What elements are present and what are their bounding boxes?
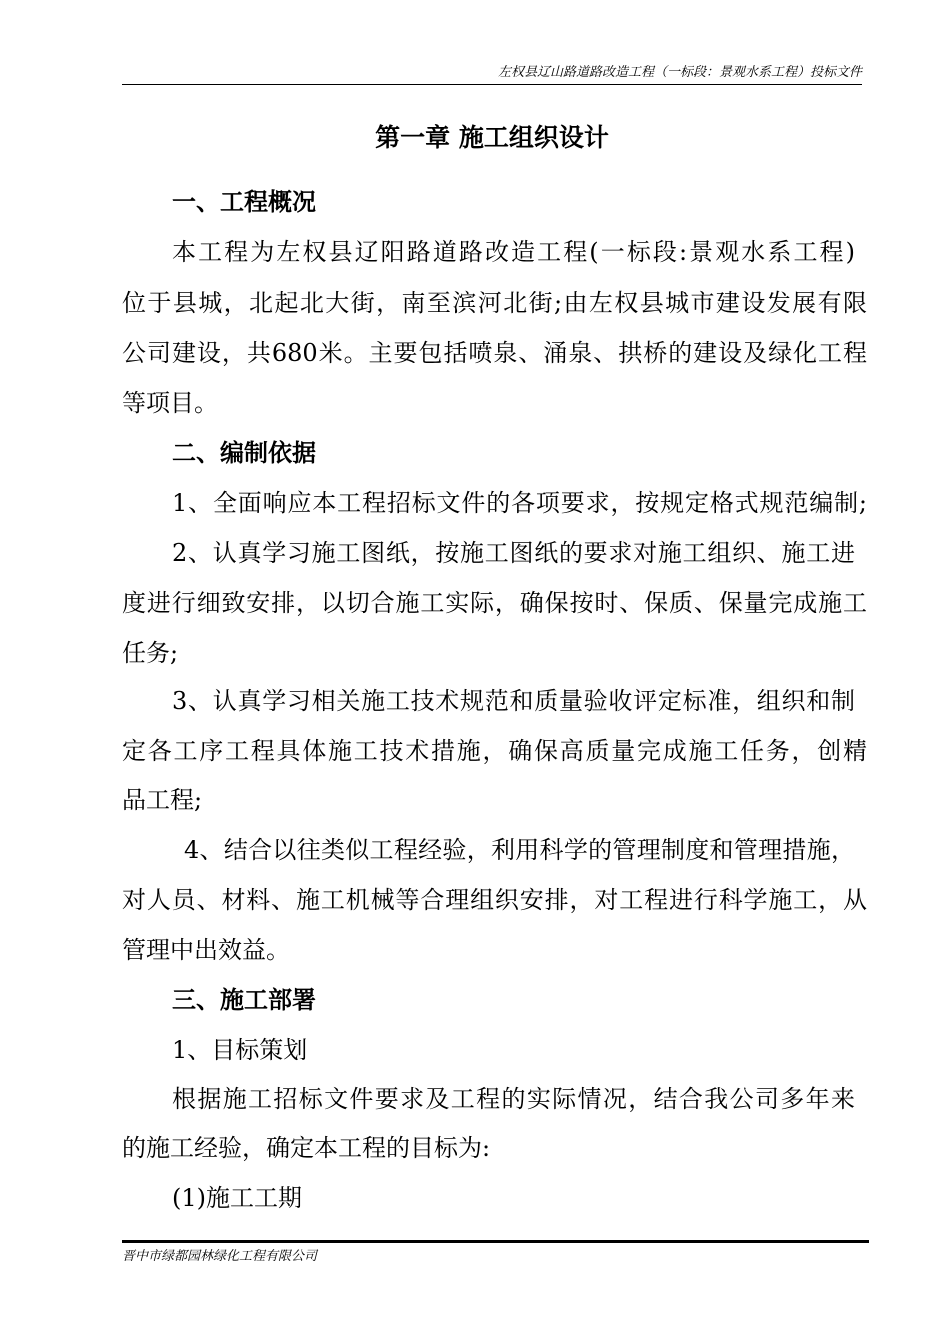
basis-item4-line-2: 对人员、材料、施工机械等合理组织安排，对工程进行科学施工，从 xyxy=(122,886,867,914)
basis-item2-line-3: 任务; xyxy=(122,639,179,667)
section-heading-basis: 二、编制依据 xyxy=(172,438,316,467)
basis-item2-line-2: 度进行细致安排，以切合施工实际，确保按时、保质、保量完成施工 xyxy=(122,589,867,617)
deployment-line-1: 根据施工招标文件要求及工程的实际情况，结合我公司多年来 xyxy=(172,1085,855,1113)
document-header: 左权县辽山路道路改造工程（一标段：景观水系工程）投标文件 xyxy=(497,65,862,80)
chapter-title: 第一章 施工组织设计 xyxy=(375,123,609,152)
basis-item4-line-1: 4、结合以往类似工程经验，利用科学的管理制度和管理措施， xyxy=(184,836,855,864)
overview-line-2: 位于县城，北起北大街，南至滨河北街;由左权县城市建设发展有限 xyxy=(122,289,867,317)
overview-line-1: 本工程为左权县辽阳路道路改造工程(一标段:景观水系工程) xyxy=(172,238,855,266)
basis-item2-line-1: 2、认真学习施工图纸，按施工图纸的要求对施工组织、施工进 xyxy=(172,539,855,567)
basis-item4-line-3: 管理中出效益。 xyxy=(122,936,290,964)
document-footer: 晋中市绿都园林绿化工程有限公司 xyxy=(122,1249,318,1264)
overview-line-3: 公司建设，共680米。主要包括喷泉、涌泉、拱桥的建设及绿化工程 xyxy=(122,339,867,367)
deployment-sub-target-planning: 1、目标策划 xyxy=(172,1036,308,1064)
overview-line-4: 等项目。 xyxy=(122,389,218,417)
basis-item3-line-3: 品工程; xyxy=(122,786,203,814)
basis-item3-line-2: 定各工序工程具体施工技术措施，确保高质量完成施工任务，创精 xyxy=(122,737,867,765)
section-heading-overview: 一、工程概况 xyxy=(172,187,316,216)
basis-item3-line-1: 3、认真学习相关施工技术规范和质量验收评定标准，组织和制 xyxy=(172,687,855,715)
basis-item1-line-1: 1、全面响应本工程招标文件的各项要求，按规定格式规范编制; xyxy=(172,489,867,517)
footer-divider xyxy=(122,1240,869,1243)
deployment-line-2: 的施工经验，确定本工程的目标为: xyxy=(122,1134,491,1162)
header-divider xyxy=(122,84,862,85)
section-heading-deployment: 三、施工部署 xyxy=(172,985,316,1014)
deployment-sub-schedule: (1)施工工期 xyxy=(172,1184,302,1212)
